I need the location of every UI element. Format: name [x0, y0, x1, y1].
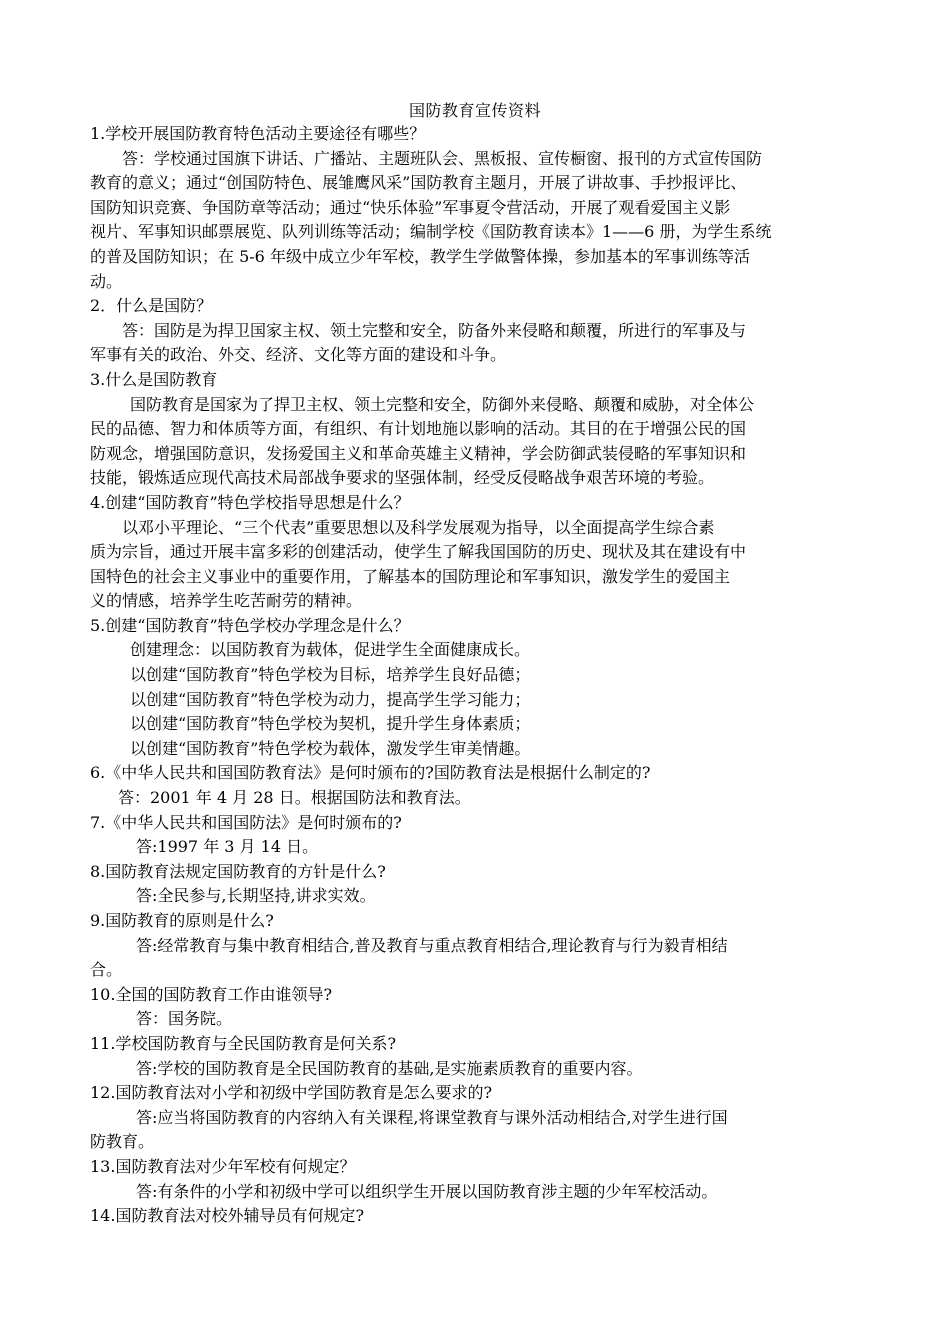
text-line: 10.全国的国防教育工作由谁领导? [90, 984, 333, 1004]
text-line: 以创建“国防教育”特色学校为契机，提升学生身体素质； [130, 714, 531, 734]
text-line: 13.国防教育法对少年军校有何规定？ [90, 1156, 356, 1176]
text-line: 6.《中华人民共和国国防教育法》是何时颁布的?国防教育法是根据什么制定的? [90, 763, 651, 783]
text-line: 3.什么是国防教育 [90, 369, 218, 389]
text-line: 合。 [90, 960, 123, 980]
text-line: 答:应当将国防教育的内容纳入有关课程,将课堂教育与课外活动相结合,对学生进行国 [136, 1107, 728, 1127]
text-line: 答：学校通过国旗下讲话、广播站、主题班队会、黑板报、宣传橱窗、报刊的方式宣传国防 [122, 148, 763, 168]
text-line: 11.学校国防教育与全民国防教育是何关系? [90, 1033, 397, 1053]
text-line: 以创建“国防教育”特色学校为载体，激发学生审美情趣。 [130, 738, 531, 758]
text-line: 防教育。 [90, 1132, 155, 1152]
text-line: 国特色的社会主义事业中的重要作用，了解基本的国防理论和军事知识，激发学生的爱国主 [90, 566, 731, 586]
text-line: 8.国防教育法规定国防教育的方针是什么? [90, 861, 386, 881]
text-line: 动。 [90, 271, 123, 291]
document-body [90, 122, 860, 1229]
text-line: 答:1997 年 3 月 14 日。 [136, 837, 319, 857]
text-line: 答:全民参与,长期坚持,讲求实效。 [136, 886, 376, 906]
text-line: 国防知识竞赛、争国防章等活动；通过“快乐体验”军事夏令营活动，开展了观看爱国主义影 [90, 197, 731, 217]
text-line: 答:经常教育与集中教育相结合,普及教育与重点教育相结合,理论教育与行为毅青相结 [136, 935, 728, 955]
text-line: 以邓小平理论、“三个代表”重要思想以及科学发展观为指导，以全面提高学生综合素 [122, 517, 715, 537]
text-line: 答：国防是为捍卫国家主权、领土完整和安全，防备外来侵略和颠覆，所进行的军事及与 [122, 320, 747, 340]
text-line: 答:有条件的小学和初级中学可以组织学生开展以国防教育涉主题的少年军校活动。 [136, 1181, 718, 1201]
text-line: 2．什么是国防？ [90, 296, 213, 316]
text-line: 国防教育是国家为了捍卫主权、领土完整和安全，防御外来侵略、颠覆和威胁，对全体公 [130, 394, 755, 414]
document-title: 国防教育宣传资料 [408, 101, 541, 120]
text-line: 答：2001 年 4 月 28 日。根据国防法和教育法。 [118, 788, 471, 808]
document-page [90, 100, 860, 1229]
text-line: 技能，锻炼适应现代高技术局部战争要求的坚强体制，经受反侵略战争艰苦环境的考验。 [90, 468, 715, 488]
text-line: 防观念，增强国防意识，发扬爱国主义和革命英雄主义精神，学会防御武装侵略的军事知识和 [90, 443, 747, 463]
text-line: 答:学校的国防教育是全民国防教育的基础,是实施素质教育的重要内容。 [136, 1058, 643, 1078]
text-line: 军事有关的政治、外交、经济、文化等方面的建设和斗争。 [90, 345, 507, 365]
text-line: 9.国防教育的原则是什么? [90, 911, 274, 930]
text-line: 质为宗旨，通过开展丰富多彩的创建活动，使学生了解我国国防的历史、现状及其在建设有中 [90, 542, 747, 562]
text-line: 14.国防教育法对校外辅导员有何规定? [90, 1206, 365, 1226]
text-line: 民的品德、智力和体质等方面，有组织、有计划地施以影响的活动。其目的在于增强公民的国 [90, 419, 747, 439]
text-line: 5.创建“国防教育”特色学校办学理念是什么？ [90, 615, 410, 635]
text-line: 视片、军事知识邮票展览、队列训练等活动；编制学校《国防教育读本》1——6 册，为学生系统 [90, 222, 772, 242]
text-line: 答：国务院。 [136, 1009, 233, 1029]
text-line: 教育的意义；通过“创国防特色、展雏鹰风采”国防教育主题月，开展了讲故事、手抄报评比、 [90, 173, 747, 193]
text-line: 以创建“国防教育”特色学校为目标，培养学生良好品德； [130, 665, 531, 685]
text-line: 的普及国防知识；在 5-6 年级中成立少年军校，教学生学做警体操，参加基本的军事训练等活 [90, 246, 750, 266]
text-line: 创建理念：以国防教育为载体，促进学生全面健康成长。 [130, 640, 531, 660]
text-line: 以创建“国防教育”特色学校为动力，提高学生学习能力； [130, 689, 531, 709]
text-line: 12.国防教育法对小学和初级中学国防教育是怎么要求的? [90, 1083, 493, 1103]
text-line: 4.创建“国防教育”特色学校指导思想是什么？ [90, 492, 410, 512]
text-line: 7.《中华人民共和国国防法》是何时颁布的? [90, 812, 402, 832]
text-line: 义的情感，培养学生吃苦耐劳的精神。 [90, 591, 363, 611]
text-line: 1.学校开展国防教育特色活动主要途径有哪些？ [90, 124, 426, 143]
